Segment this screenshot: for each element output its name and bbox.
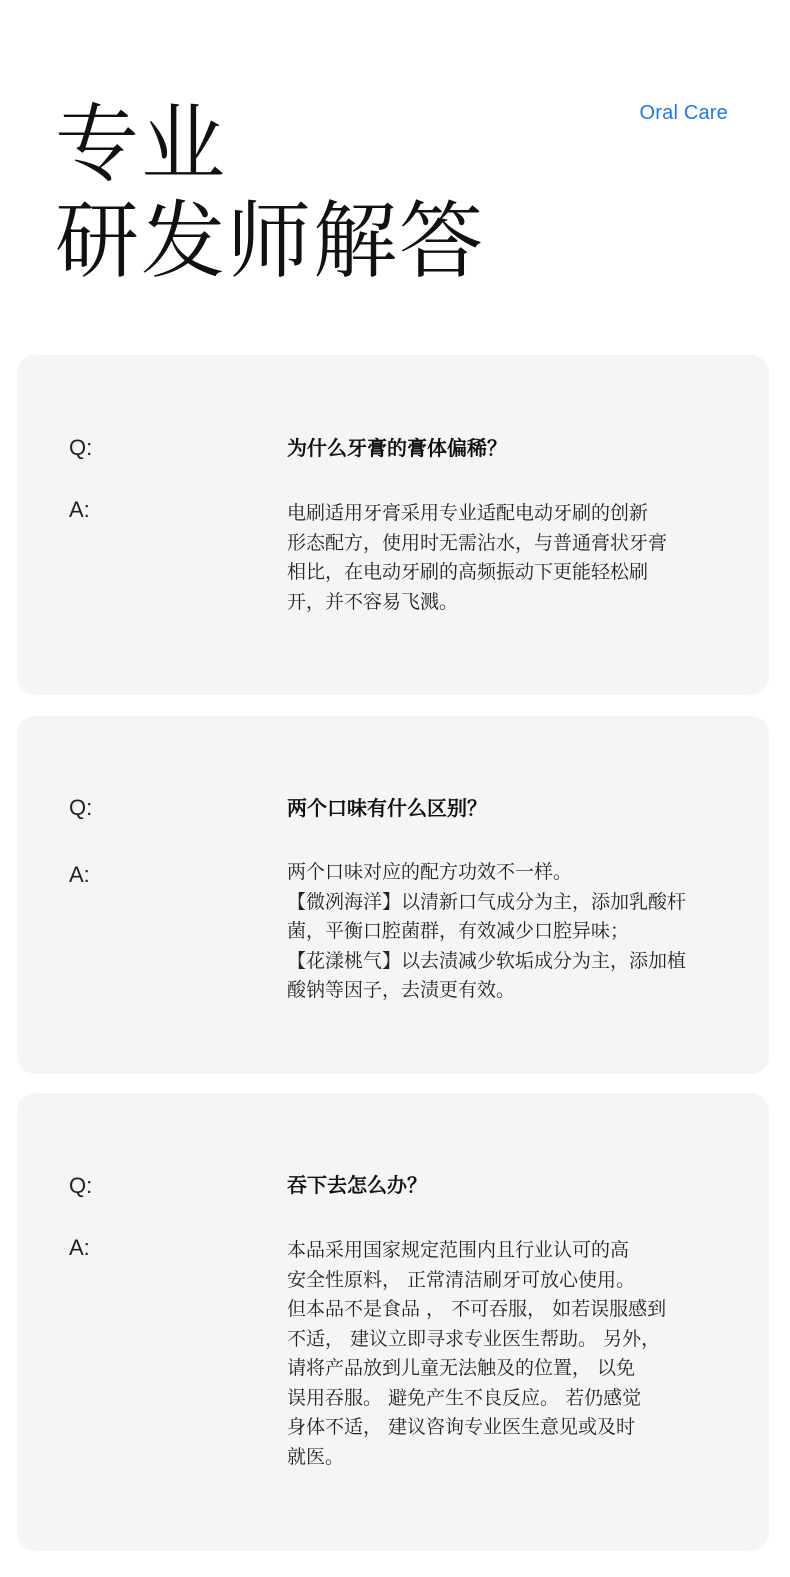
page-title [55, 96, 485, 290]
answer-line: 开，并不容易飞溅。 [287, 590, 459, 613]
answer-line: 相比，在电动牙刷的高频振动下更能轻松刷 [287, 561, 649, 583]
answer-line: 本品采用国家规定范围内且行业认可的高 [287, 1239, 630, 1261]
faq-answer-3 [287, 1236, 727, 1472]
faq-answer-1 [287, 499, 727, 617]
answer-line: 身体不适， 建议咨询专业医生意见或及时 [287, 1416, 636, 1438]
answer-line: 但本品不是食品 ， 不可吞服， 如若误服感到 [287, 1298, 667, 1320]
answer-line: 【花漾桃气】以去渍减少软垢成分为主，添加植 [287, 949, 687, 972]
question-label: Q: [69, 795, 93, 820]
faq-card-2 [17, 716, 769, 1074]
faq-card-3 [17, 1093, 769, 1551]
answer-line: 【微冽海洋】以清新口气成分为主，添加乳酸杆 [287, 890, 687, 913]
answer-line: 安全性原料， 正常清洁刷牙可放心使用。 [287, 1268, 636, 1291]
answer-line: 就医。 [287, 1445, 345, 1468]
answer-label: A: [69, 1235, 90, 1260]
page-title-line-2: 研发师解答 [55, 192, 486, 290]
answer-line: 不适， 建议立即寻求专业医生帮助。 另外， [287, 1327, 661, 1350]
faq-question-1: 为什么牙膏的膏体偏稀？ [287, 436, 507, 460]
faq-answer-2 [287, 858, 727, 1006]
answer-line: 酸钠等因子，去渍更有效。 [287, 979, 516, 1001]
answer-label: A: [69, 497, 90, 522]
page-title-line-1: 专业 [55, 95, 228, 193]
answer-line: 菌，平衡口腔菌群，有效减少口腔异味； [287, 920, 630, 942]
brand-tag: Oral Care [639, 102, 728, 124]
answer-label: A: [69, 862, 90, 887]
answer-line: 两个口味对应的配方功效不一样。 [287, 861, 573, 883]
answer-line: 误用吞服。 避免产生不良反应。 若仍感觉 [287, 1386, 642, 1409]
answer-line: 请将产品放到儿童无法触及的位置， 以免 [287, 1357, 636, 1379]
question-label: Q: [69, 1173, 93, 1198]
answer-line: 形态配方，使用时无需沾水，与普通膏状牙膏 [287, 531, 668, 554]
faq-question-2: 两个口味有什么区别？ [287, 796, 487, 820]
faq-card-1 [17, 355, 769, 695]
question-label: Q: [69, 435, 93, 460]
answer-line: 电刷适用牙膏采用专业适配电动牙刷的创新 [287, 502, 649, 524]
faq-question-3: 吞下去怎么办？ [287, 1173, 427, 1197]
